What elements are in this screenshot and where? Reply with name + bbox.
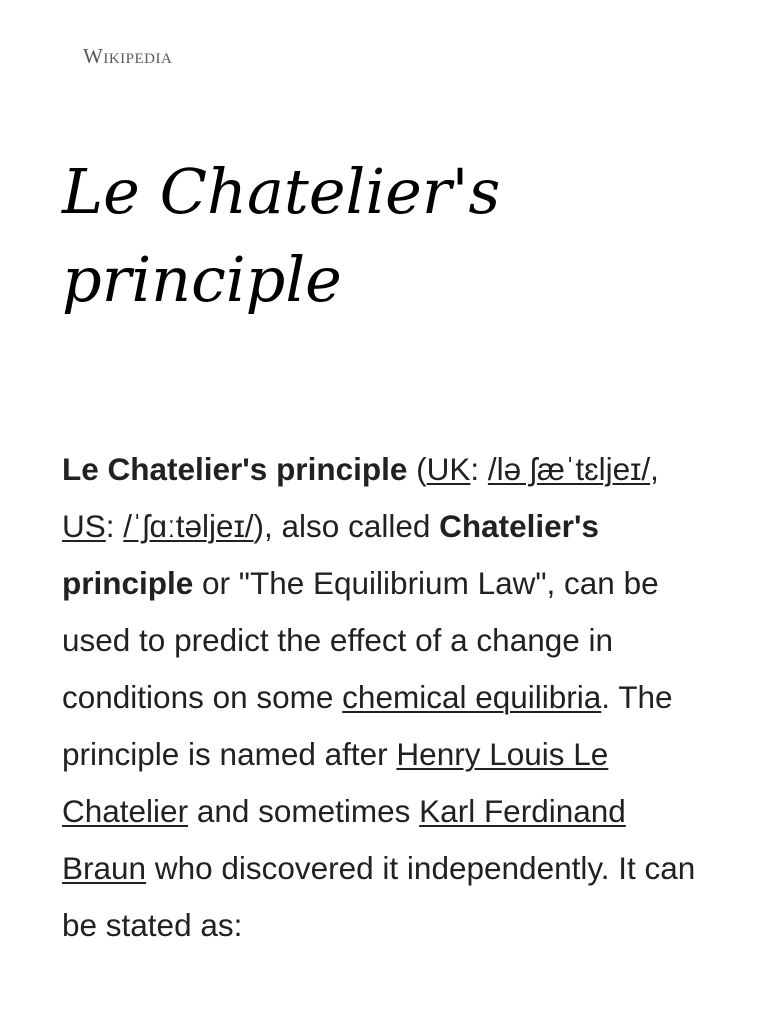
intro-text: ( (407, 451, 427, 487)
karl-ferdinand-braun-link[interactable]: Karl Ferdinand Braun (62, 793, 626, 886)
intro-text: : (105, 508, 124, 544)
bold-term: Le Chatelier's principle (62, 451, 408, 487)
bold-alt-term: Chatelier's principle (62, 508, 599, 601)
henry-louis-le-chatelier-link[interactable]: Henry Louis Le Chatelier (62, 736, 609, 829)
intro-paragraph (62, 441, 712, 954)
chemical-equilibria-link[interactable]: chemical equilibria (342, 679, 602, 715)
intro-text: ), also called (253, 508, 440, 544)
intro-text: : (470, 451, 488, 487)
uk-pronunciation-link[interactable]: UK (426, 451, 471, 487)
intro-text: , (650, 451, 659, 487)
intro-text: or "The Equilibrium Law", can be used to predict the effect of a change in conditions on some (62, 565, 659, 715)
intro-text: . The principle is named after (62, 679, 673, 772)
intro-text: and sometimes (188, 793, 420, 829)
uk-ipa-link[interactable]: /lə ʃæˈtɛljeɪ/ (487, 451, 651, 487)
page-title: Le Chatelier's principle (62, 155, 501, 316)
wikipedia-wordmark[interactable]: Wikipedia (83, 44, 173, 68)
us-pronunciation-link[interactable]: US (62, 508, 106, 544)
us-ipa-link[interactable]: /ˈʃɑːtəljeɪ/ (123, 508, 254, 544)
intro-text: who discovered it independently. It can be stated as: (62, 850, 696, 943)
